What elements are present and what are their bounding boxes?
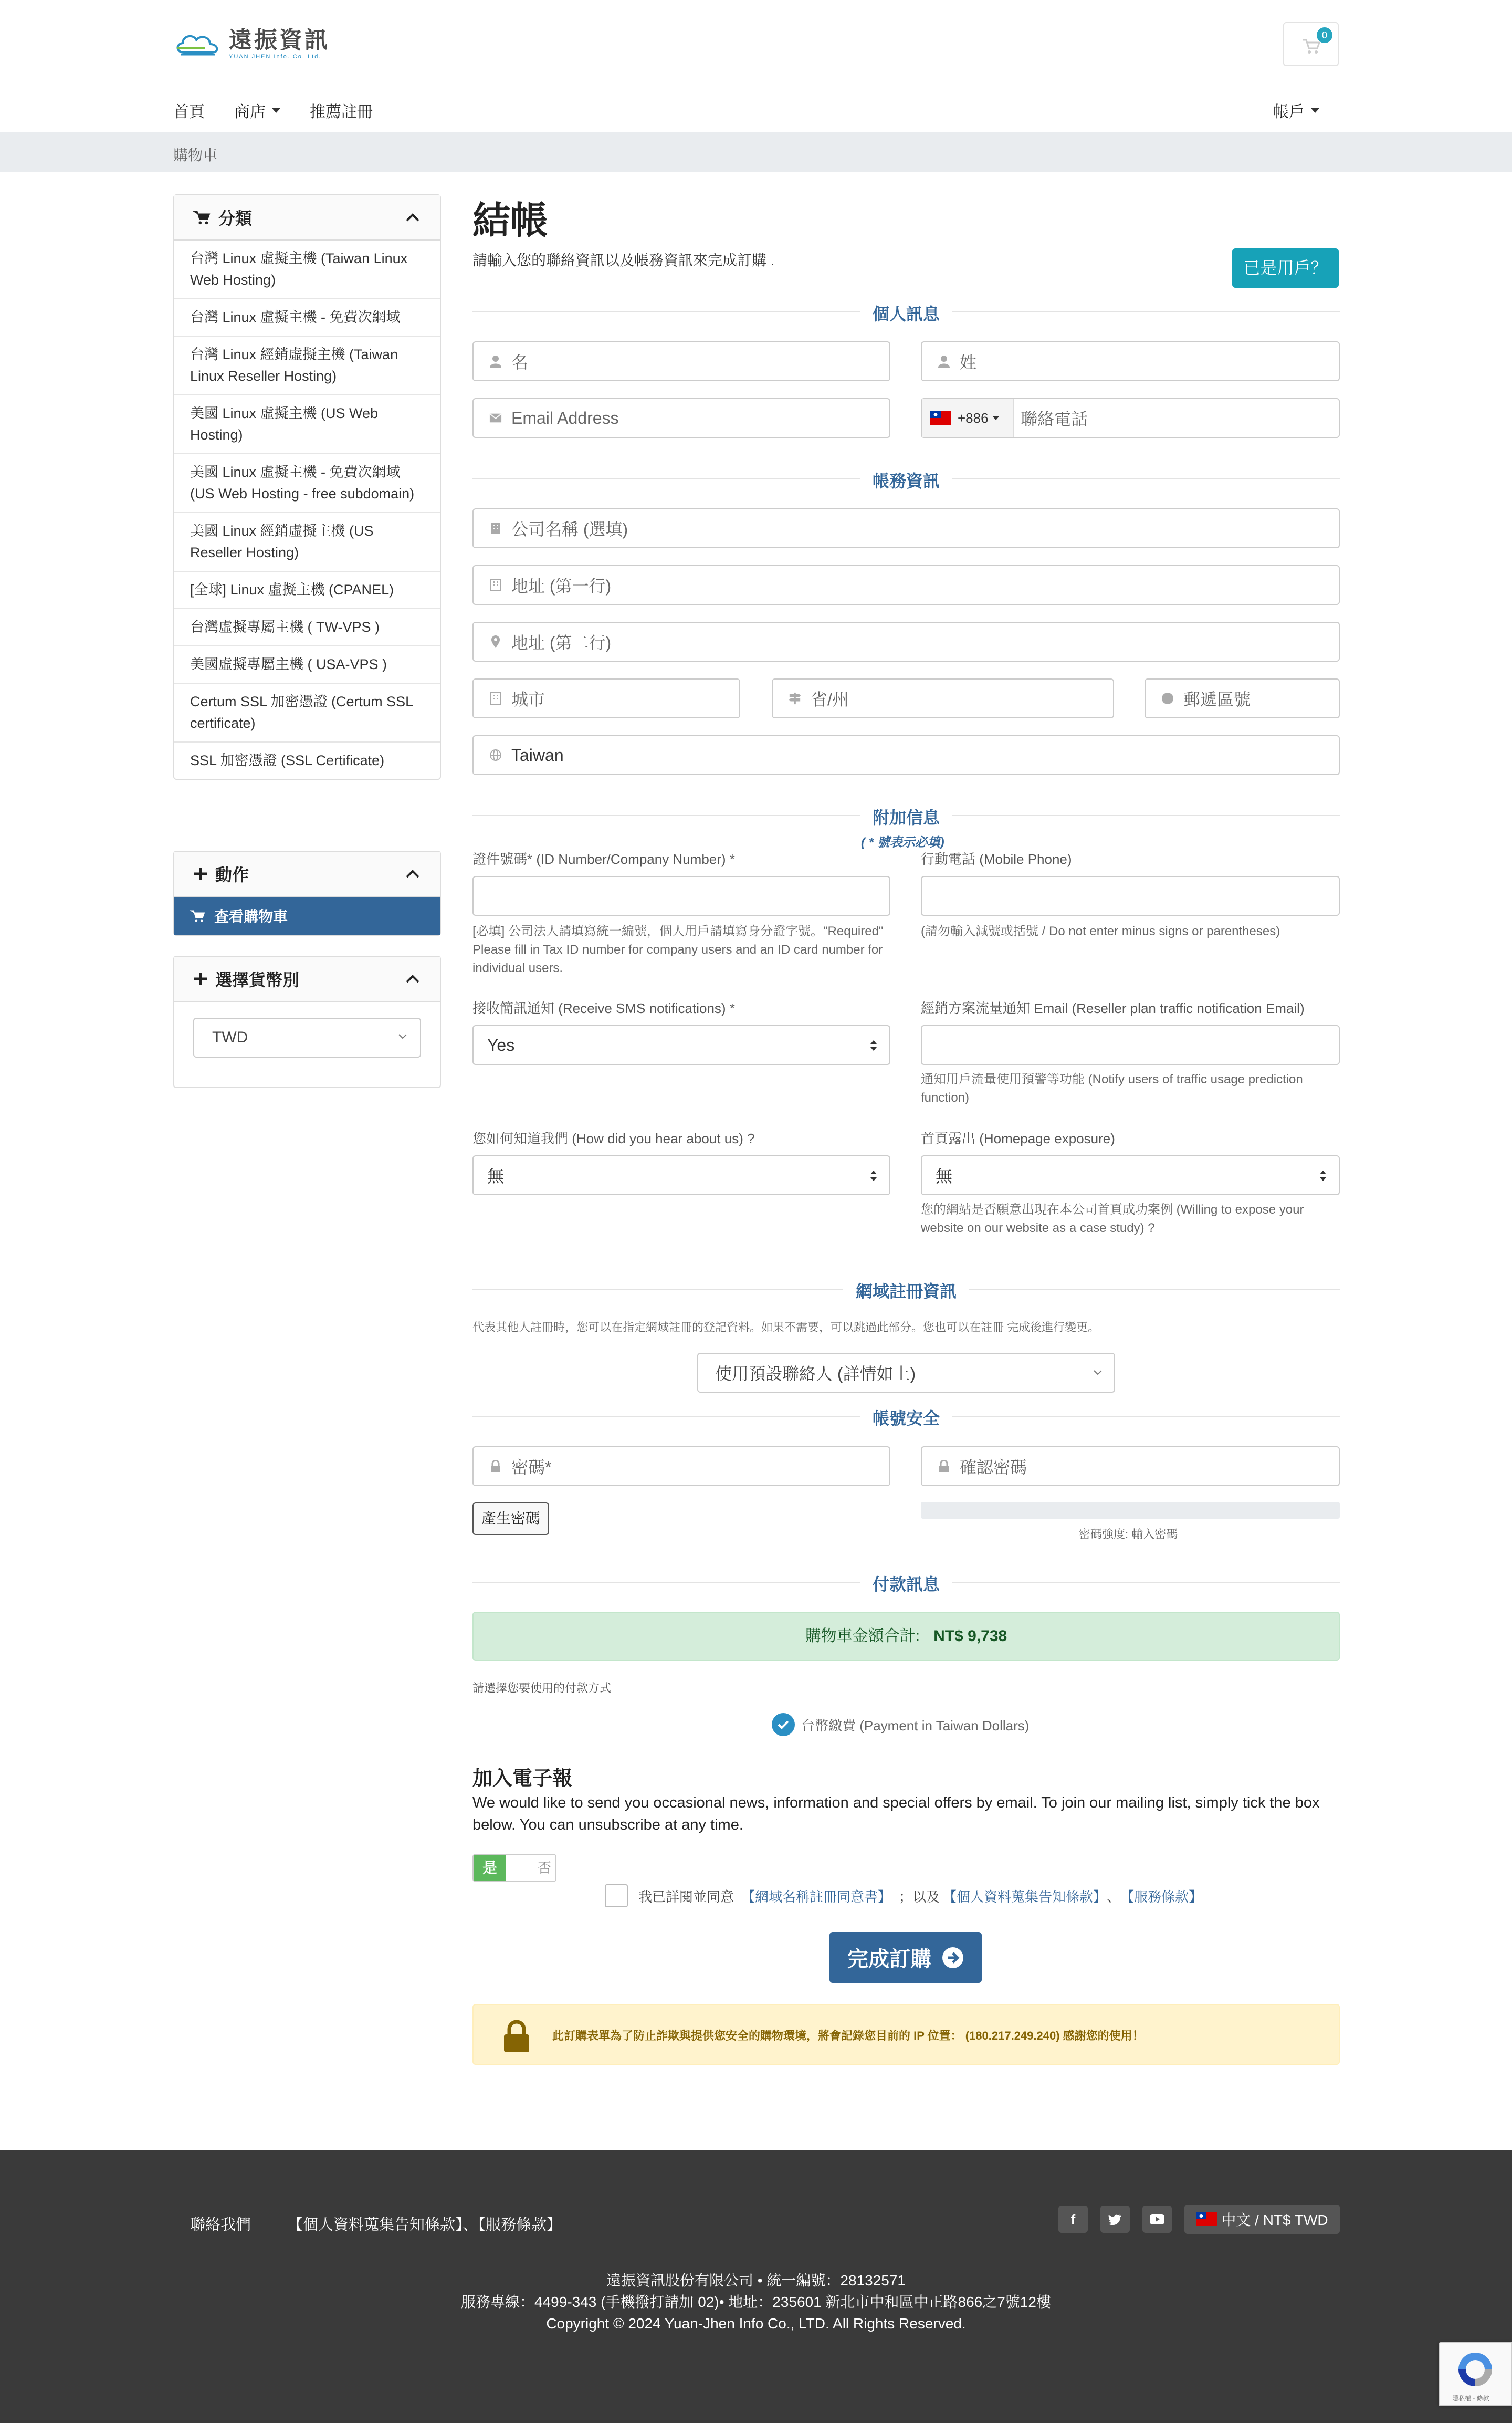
lock-icon (489, 1460, 502, 1472)
address1-field[interactable] (472, 565, 1340, 605)
select-arrows-icon (869, 1169, 878, 1183)
categories-panel-header[interactable] (174, 195, 440, 241)
hear-about-label: 您如何知道我們 (How did you hear about us) ? (472, 1131, 755, 1146)
envelope-icon (489, 413, 502, 423)
country-field[interactable] (472, 735, 1340, 775)
last-name-field[interactable] (921, 341, 1340, 381)
user-icon (938, 355, 950, 368)
cart-icon (1302, 38, 1321, 55)
category-item[interactable]: [全球] Linux 虛擬主機 (CPANEL) (174, 572, 440, 609)
map-marker-icon (489, 635, 502, 649)
phone-placeholder: 聯絡電話 (1021, 410, 1088, 429)
recaptcha-badge[interactable] (1438, 2342, 1512, 2406)
category-item[interactable]: 美國 Linux 虛擬主機 (US Web Hosting) (174, 395, 440, 454)
signpost-icon (789, 692, 801, 705)
category-item[interactable]: 台灣 Linux 虛擬主機 (Taiwan Linux Web Hosting) (174, 241, 440, 299)
homepage-value: 無 (936, 1167, 953, 1186)
language-currency-button[interactable] (1184, 2205, 1340, 2234)
id-number-field[interactable] (472, 876, 890, 916)
privacy-terms-link[interactable]: 【個人資料蒐集告知條款】 (943, 1888, 1107, 1905)
lock-icon (938, 1460, 950, 1472)
sms-select[interactable] (472, 1025, 890, 1065)
newsletter-toggle[interactable] (472, 1854, 556, 1882)
additional-info-title: 附加信息 (860, 805, 952, 829)
chevron-down-icon (993, 416, 999, 420)
confirm-password-field[interactable] (921, 1446, 1340, 1486)
country-value: Taiwan (511, 745, 564, 765)
billing-info-heading (472, 468, 1340, 489)
email-placeholder: Email Address (511, 408, 619, 427)
taiwan-flag-icon (930, 411, 951, 425)
password-strength-bar (921, 1502, 1340, 1519)
actions-panel-header[interactable] (174, 852, 440, 897)
city-field[interactable] (472, 678, 740, 718)
country-code-select[interactable] (922, 399, 1014, 437)
page-subtitle: 請輸入您的聯絡資訊以及帳務資訊來完成訂購 . (472, 252, 775, 268)
categories-panel (173, 194, 441, 780)
chevron-up-icon[interactable] (405, 213, 420, 222)
chevron-down-icon (1311, 108, 1319, 113)
breadcrumb-bar (0, 132, 1512, 172)
twitter-icon[interactable] (1100, 2206, 1130, 2233)
toggle-on-label: 是 (474, 1855, 506, 1881)
domain-info-heading (472, 1278, 1340, 1299)
main-nav (173, 100, 402, 121)
taiwan-flag-icon (1196, 2212, 1217, 2226)
newsletter-title: 加入電子報 (472, 1768, 573, 1790)
arrow-circle-right-icon (942, 1947, 964, 1969)
site-logo[interactable] (173, 25, 330, 63)
nav-account-label: 帳戶 (1273, 103, 1305, 121)
chevron-up-icon[interactable] (405, 869, 420, 879)
id-number-label: 證件號碼* (ID Number/Company Number) * (472, 851, 735, 867)
email-field[interactable] (472, 398, 890, 438)
logo-english-name: YUAN JHEN Info. Co. Ltd. (229, 54, 322, 60)
phone-field[interactable] (921, 398, 1340, 438)
select-arrows-icon (1319, 1169, 1327, 1183)
footer-copyright: Copyright © 2024 Yuan-Jhen Info Co., LTD. All Rights Reserved. (546, 2315, 966, 2332)
language-currency-label: 中文 / NT$ TWD (1221, 2212, 1328, 2228)
first-name-field[interactable] (472, 341, 890, 381)
security-notice (472, 2004, 1340, 2065)
terms-checkbox[interactable] (605, 1884, 628, 1907)
reseller-email-hint: 通知用戶流量使用預警等功能 (Notify users of traffic usage prediction function) (921, 1072, 1303, 1105)
reseller-email-field[interactable] (921, 1025, 1340, 1065)
lock-icon (502, 2020, 531, 2053)
terms-prefix: 我已詳閱並同意 (638, 1888, 734, 1905)
chevron-up-icon[interactable] (405, 974, 420, 984)
confirm-password-placeholder: 確認密碼 (960, 1458, 1027, 1477)
homepage-select[interactable] (921, 1155, 1340, 1195)
category-item[interactable]: 台灣虛擬專屬主機 ( TW-VPS ) (174, 609, 440, 646)
last-name-placeholder: 姓 (960, 353, 977, 372)
postcode-placeholder: 郵遞區號 (1183, 690, 1251, 709)
hear-about-value: 無 (487, 1167, 505, 1186)
domain-contact-select[interactable] (697, 1353, 1115, 1393)
currency-panel-header[interactable] (174, 957, 440, 1002)
cart-count-badge: 0 (1317, 27, 1332, 43)
view-cart-link[interactable] (174, 897, 440, 935)
category-item[interactable]: Certum SSL 加密憑證 (Certum SSL certificate) (174, 684, 440, 743)
building-icon (489, 692, 502, 705)
chevron-down-icon (272, 108, 280, 113)
personal-info-heading (472, 301, 1340, 322)
mobile-field[interactable] (921, 876, 1340, 916)
category-item[interactable]: 美國 Linux 虛擬主機 - 免費次網域 (US Web Hosting - free subdomain) (174, 454, 440, 513)
currency-value: TWD (212, 1029, 248, 1046)
category-item[interactable]: 台灣 Linux 虛擬主機 - 免費次網域 (174, 299, 440, 337)
mobile-hint: (請勿輸入減號或括號 / Do not enter minus signs or parentheses) (921, 924, 1280, 938)
chevron-down-icon (398, 1033, 407, 1040)
certificate-icon (1161, 692, 1174, 705)
terms-separator: 、 (1107, 1888, 1121, 1905)
domain-agreement-link[interactable]: 【網域名稱註冊同意書】 (741, 1888, 892, 1905)
toggle-off-label: 否 (506, 1855, 555, 1881)
actions-title: 動作 (215, 865, 249, 884)
homepage-hint: 您的網站是否願意出現在本公司首頁成功案例 (Willing to expose your website on our website as a case study) ? (921, 1203, 1304, 1235)
cart-total-box (472, 1612, 1340, 1661)
additional-info-heading (472, 805, 1340, 826)
select-arrows-icon (869, 1039, 878, 1052)
building-icon (489, 579, 502, 591)
address2-placeholder: 地址 (第二行) (511, 633, 612, 652)
required-note: ( * 號表示必填) (861, 835, 944, 850)
currency-title: 選擇貨幣別 (215, 970, 300, 989)
cart-icon (193, 210, 211, 225)
cart-icon (190, 909, 206, 923)
cart-total-label: 購物車金額合計: (805, 1627, 920, 1645)
categories-title: 分類 (218, 209, 253, 228)
state-field[interactable] (772, 678, 1114, 718)
actions-panel (173, 851, 441, 936)
account-security-heading (472, 1405, 1340, 1426)
domain-info-title: 網域註冊資訊 (843, 1278, 969, 1302)
newsletter-text: We would like to send you occasional news, information and special offers by email. To join our mailing list, simply tick the box below. You can unsubscribe at any time. (472, 1794, 1320, 1833)
password-strength-text: 密碼強度: 輸入密碼 (1079, 1528, 1178, 1541)
recaptcha-icon (1455, 2349, 1495, 2389)
domain-hint: 代表其他人註冊時，您可以在指定網域註冊的登記資料。如果不需要，可以跳過此部分。您也可以在註冊 完成後進行變更。 (472, 1321, 1100, 1334)
payment-info-title: 付款訊息 (860, 1571, 952, 1595)
page-title: 結帳 (472, 200, 549, 242)
category-item[interactable]: 美國 Linux 經銷虛擬主機 (US Reseller Hosting) (174, 513, 440, 572)
logo-chinese-name: 遠振資訊 (229, 27, 330, 53)
site-footer (0, 2150, 1512, 2423)
company-placeholder: 公司名稱 (選填) (511, 520, 628, 539)
address1-placeholder: 地址 (第一行) (511, 577, 612, 596)
category-item[interactable]: 美國虛擬專屬主機 ( USA-VPS ) (174, 646, 440, 684)
user-icon (489, 355, 502, 368)
footer-contact-line: 服務專線：4499-343 (手機撥打請加 02)• 地址：235601 新北市中和區中正路866之7號12樓 (461, 2294, 1051, 2310)
building-icon (489, 522, 502, 535)
sms-value: Yes (487, 1035, 515, 1054)
mobile-label: 行動電話 (Mobile Phone) (921, 851, 1072, 867)
payment-choose-text: 請選擇您要使用的付款方式 (472, 1682, 612, 1695)
service-terms-link[interactable]: 【服務條款】 (1120, 1888, 1203, 1905)
view-cart-label: 查看購物車 (214, 908, 288, 925)
existing-user-button[interactable]: 已是用戶？ (1232, 248, 1339, 288)
payment-method-label: 台幣繳費 (Payment in Taiwan Dollars) (801, 1717, 1030, 1733)
password-field[interactable] (472, 1446, 890, 1486)
account-security-title: 帳號安全 (860, 1405, 952, 1429)
site-header (0, 0, 1512, 132)
chevron-down-icon (1093, 1370, 1102, 1376)
country-code: +886 (958, 410, 989, 426)
check-circle-icon (772, 1713, 795, 1736)
company-field[interactable] (472, 508, 1340, 548)
plus-icon (193, 866, 208, 881)
terms-mid: ；以及 (899, 1888, 940, 1905)
address2-field[interactable] (472, 622, 1340, 662)
sms-label: 接收簡訊通知 (Receive SMS notifications) * (472, 1000, 735, 1016)
recaptcha-terms[interactable]: 隱私權 - 條款 (1452, 2395, 1489, 2402)
cloud-logo-icon (173, 29, 224, 59)
category-item[interactable]: SSL 加密憑證 (SSL Certificate) (190, 753, 385, 768)
complete-order-button[interactable] (830, 1932, 982, 1983)
footer-company-line: 遠振資訊股份有限公司 • 統一編號：28132571 (606, 2272, 906, 2289)
nav-store-label: 商店 (234, 103, 266, 121)
breadcrumb[interactable]: 購物車 (173, 147, 218, 163)
generate-password-button[interactable]: 產生密碼 (472, 1502, 549, 1535)
city-placeholder: 城市 (511, 690, 545, 709)
nav-store[interactable] (234, 99, 280, 122)
nav-account[interactable] (1273, 100, 1319, 121)
payment-info-heading (472, 1571, 1340, 1592)
terms-agreement (605, 1884, 1202, 1907)
security-notice-text: 此訂購表單為了防止詐欺與提供您安全的購物環境，將會記錄您目前的 IP 位置： (180.217.249.240) 感謝您的使用！ (552, 2029, 1144, 2042)
currency-select[interactable] (193, 1018, 421, 1058)
state-placeholder: 省/州 (811, 690, 849, 709)
facebook-icon[interactable]: f (1058, 2206, 1088, 2233)
cart-total-value: NT$ 9,738 (933, 1627, 1007, 1645)
cart-button[interactable] (1283, 22, 1339, 66)
youtube-icon[interactable] (1142, 2206, 1172, 2233)
payment-method-option[interactable] (772, 1713, 1029, 1736)
nav-referral[interactable]: 推薦註冊 (310, 103, 373, 121)
postcode-field[interactable] (1144, 678, 1340, 718)
complete-order-label: 完成訂購 (847, 1948, 931, 1971)
billing-info-title: 帳務資訊 (860, 468, 952, 492)
id-number-hint: [必填] 公司法人請填寫統一編號，個人用戶請填寫身分證字號。"Required" Please fill in Tax ID number for company users and an ID card number for individual users. (472, 924, 884, 975)
footer-terms-links[interactable]: 【個人資料蒐集告知條款】、【服務條款】 (288, 2217, 562, 2233)
reseller-email-label: 經銷方案流量通知 Email (Reseller plan traffic notification Email) (921, 1000, 1305, 1016)
homepage-label: 首頁露出 (Homepage exposure) (921, 1131, 1115, 1146)
password-placeholder: 密碼* (511, 1458, 552, 1477)
first-name-placeholder: 名 (511, 353, 529, 372)
category-item[interactable]: 台灣 Linux 經銷虛擬主機 (Taiwan Linux Reseller Hosting) (174, 337, 440, 395)
personal-info-title: 個人訊息 (860, 301, 952, 325)
currency-panel (173, 956, 441, 1088)
plus-icon (193, 972, 208, 986)
domain-contact-value: 使用預設聯絡人 (詳情如上) (715, 1364, 916, 1383)
globe-icon (489, 749, 502, 761)
nav-home[interactable]: 首頁 (173, 103, 205, 121)
hear-about-select[interactable] (472, 1155, 890, 1195)
footer-contact-link[interactable]: 聯絡我們 (190, 2217, 251, 2233)
